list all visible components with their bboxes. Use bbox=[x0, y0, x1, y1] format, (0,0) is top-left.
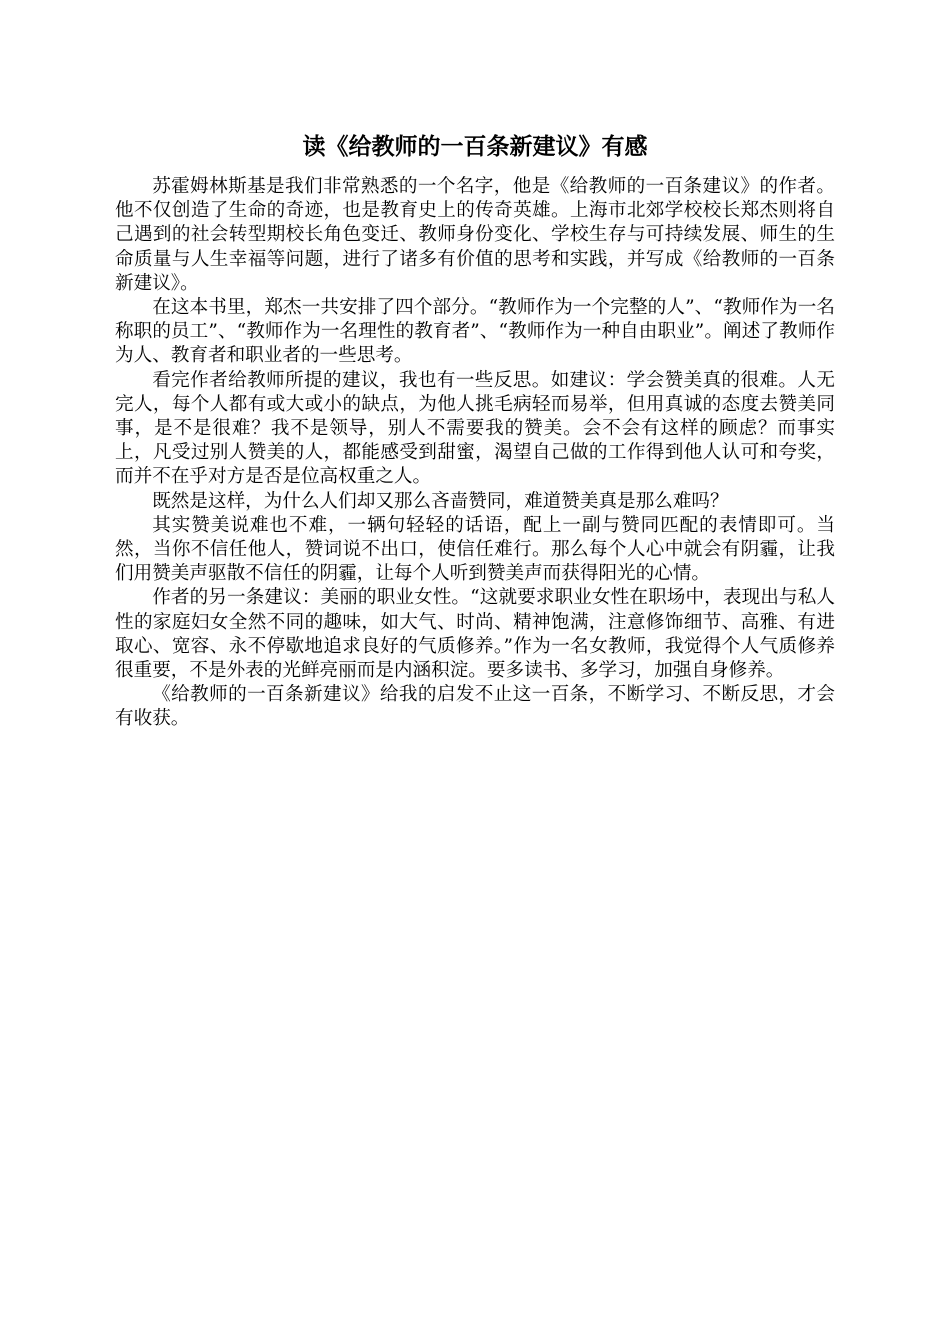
paragraph-intro: 苏霍姆林斯基是我们非常熟悉的一个名字，他是《给教师的一百条建议》的作者。他不仅创造了生命的奇迹，也是教育史上的传奇英雄。上海市北郊学校校长郑杰则将自己遇到的社会转型期校长角色变迁、教师身份变化、学校生存与可持续发展、师生的生命质量与人生幸福等问题，进行了诸多有价值的思考和实践，并写成《给教师的一百条新建议》。 bbox=[115, 176, 835, 294]
document-body bbox=[115, 175, 835, 732]
paragraph-book-structure: 在这本书里，郑杰一共安排了四个部分。“教师作为一个完整的人”、“教师作为一名称职的员工”、“教师作为一名理性的教育者”、“教师作为一种自由职业”。阐述了教师作为人、教育者和职业者的一些思考。 bbox=[115, 297, 835, 367]
paragraph-praise-reflection: 看完作者给教师所提的建议，我也有一些反思。如建议：学会赞美真的很难。人无完人，每个人都有或大或小的缺点，为他人挑毛病轻而易举，但用真诚的态度去赞美同事，是不是很难？我不是领导，别人不需要我的赞美。会不会有这样的顾虑？而事实上，凡受过别人赞美的人，都能感受到甜蜜，渴望自己做的工作得到他人认可和夸奖，而并不在乎对方是否是位高权重之人。 bbox=[115, 369, 835, 488]
paragraph-professional-women: 作者的另一条建议：美丽的职业女性。“这就要求职业女性在职场中，表现出与私人性的家庭妇女全然不同的趣味，如大气、时尚、精神饱满，注意修饰细节、高雅、有进取心、宽容、永不停歇地追求良好的气质修养。”作为一名女教师，我觉得个人气质修养很重要，不是外表的光鲜亮丽而是内涵积淀。要多读书、多学习，加强自身修养。 bbox=[115, 587, 835, 682]
paragraph-praise-answer: 其实赞美说难也不难，一辆句轻轻的话语，配上一副与赞同匹配的表情即可。当然，当你不信任他人，赞词说不出口，使信任难行。那么每个人心中就会有阴霾，让我们用赞美声驱散不信任的阴霾，让每个人听到赞美声而获得阳光的心情。 bbox=[115, 514, 835, 585]
paragraph-praise-question: 既然是这样，为什么人们却又那么吝啬赞同，难道赞美真是那么难吗？ bbox=[152, 490, 729, 512]
document-title: 读《给教师的一百条新建议》有感 bbox=[302, 134, 648, 160]
paragraph-conclusion: 《给教师的一百条新建议》给我的启发不止这一百条，不断学习、不断反思，才会有收获。 bbox=[115, 684, 835, 730]
